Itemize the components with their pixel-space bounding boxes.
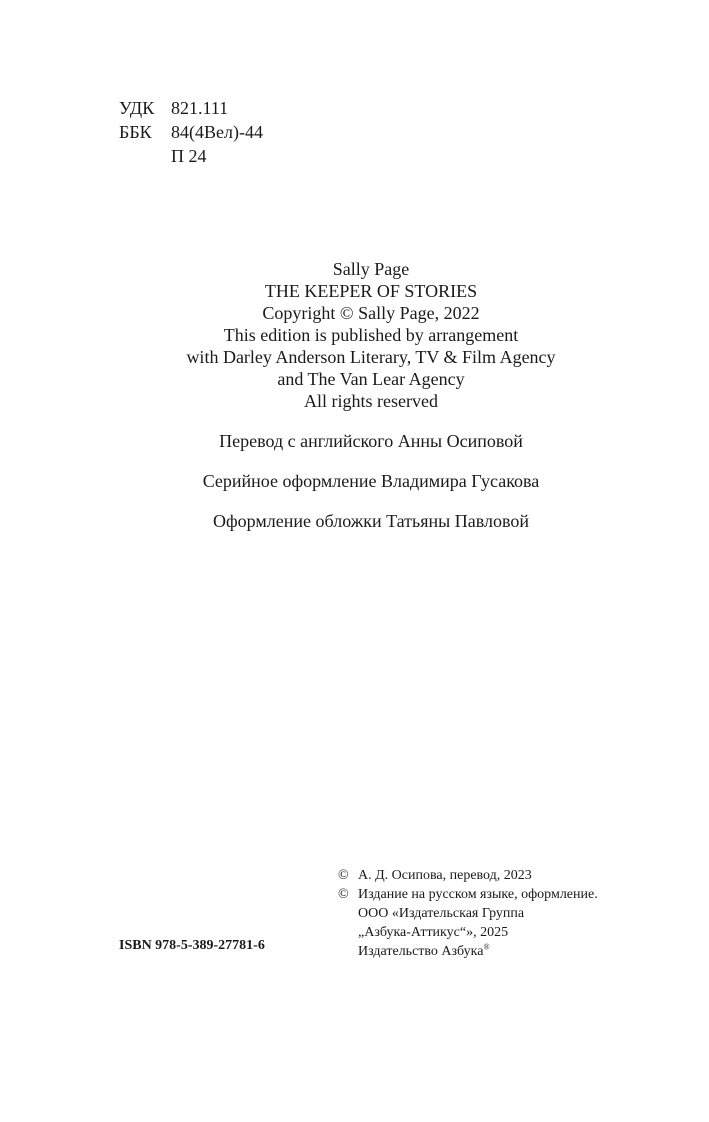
author-mark-row <box>119 144 263 168</box>
arrangement-line-1: This edition is published by arrangement <box>223 325 519 345</box>
copyright-line-publisher-3: Издательство Азбука® <box>358 942 490 959</box>
isbn: ISBN 978-5-389-27781-6 <box>119 938 265 953</box>
translation-credit: Перевод с английского Анны Осиповой <box>219 431 523 451</box>
classification-block <box>119 96 263 168</box>
original-edition-block <box>0 258 709 412</box>
copyright-block <box>338 866 598 961</box>
udk-row <box>119 96 263 120</box>
bbk-row <box>119 120 263 144</box>
original-copyright: Copyright © Sally Page, 2022 <box>262 303 480 323</box>
original-title: THE KEEPER OF STORIES <box>264 281 478 301</box>
arrangement-line-2: with Darley Anderson Literary, TV & Film Agency <box>186 347 556 367</box>
rights-reserved: All rights reserved <box>304 391 438 411</box>
copyright-symbol: © <box>338 887 349 902</box>
copyright-line-edition: © Издание на русском языке, оформление. <box>338 887 598 902</box>
copyright-line-publisher-1: ООО «Издательская Группа <box>358 906 525 921</box>
copyright-symbol: © <box>338 868 349 883</box>
bbk-value: 84(4Вел)-44 <box>171 122 263 142</box>
udk-label: УДК <box>119 98 155 118</box>
arrangement-line-3: and The Van Lear Agency <box>277 369 465 389</box>
author-mark: П 24 <box>171 146 207 166</box>
original-author: Sally Page <box>332 259 410 279</box>
udk-value: 821.111 <box>171 98 229 118</box>
copyright-line-translation: © А. Д. Осипова, перевод, 2023 <box>338 868 532 883</box>
series-design-credit: Серийное оформление Владимира Гусакова <box>202 471 540 491</box>
cover-design-credit: Оформление обложки Татьяны Павловой <box>213 511 529 531</box>
copyright-line-publisher-2: „Азбука-Аттикус“», 2025 <box>358 925 509 940</box>
bbk-label: ББК <box>119 122 152 142</box>
registered-mark: ® <box>483 942 490 952</box>
